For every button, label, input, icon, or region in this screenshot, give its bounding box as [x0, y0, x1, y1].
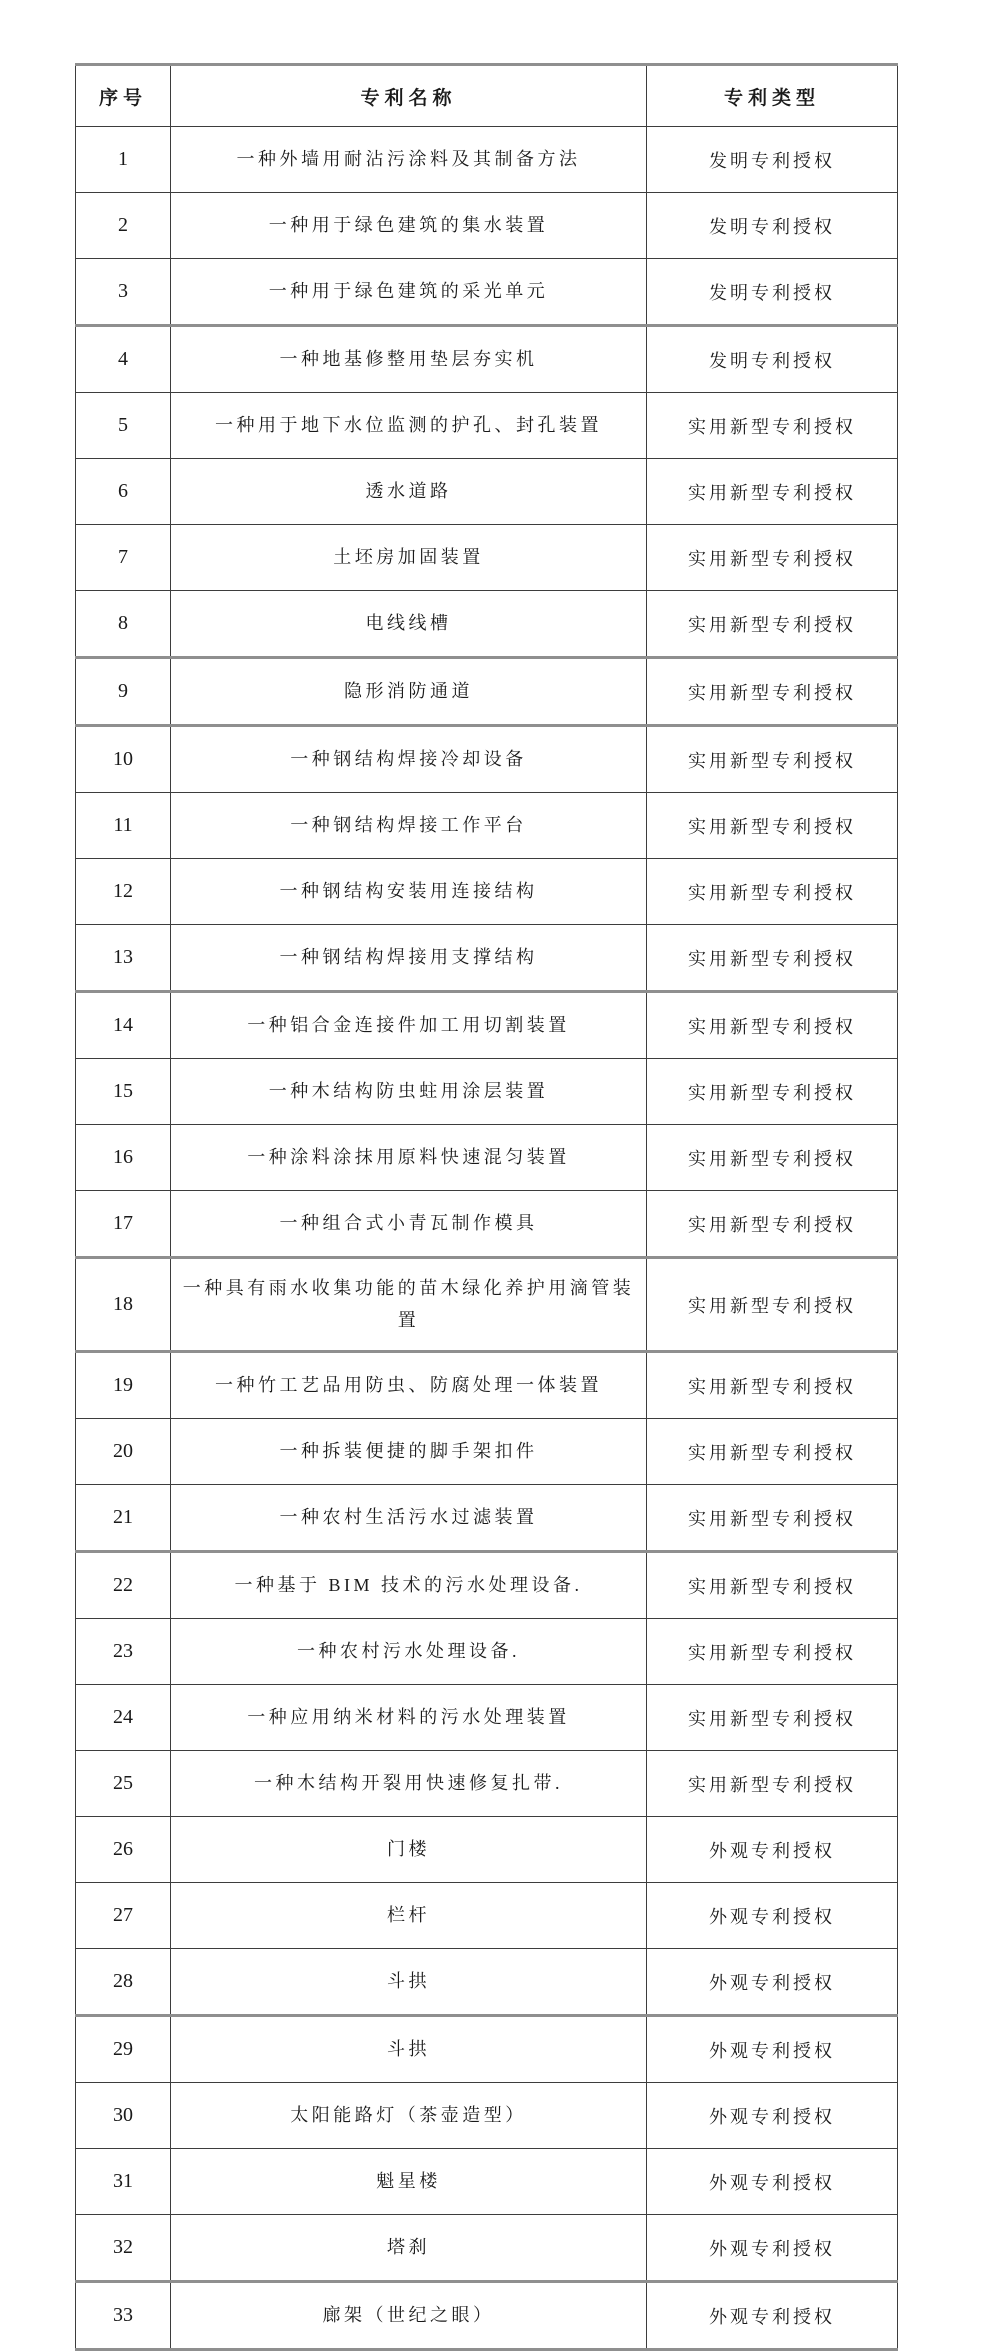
patent-type-cell: 实用新型专利授权 [647, 1619, 898, 1685]
row-number-cell: 33 [76, 2282, 171, 2350]
patent-name-cell: 一种钢结构安装用连接结构 [171, 859, 647, 925]
header-cell-number: 序号 [76, 65, 171, 127]
table-row [76, 1125, 898, 1191]
table-row [76, 2282, 898, 2350]
table-row [76, 525, 898, 591]
header-cell-patent-name: 专利名称 [171, 65, 647, 127]
patent-type-cell: 实用新型专利授权 [647, 591, 898, 658]
patent-type-cell: 实用新型专利授权 [647, 992, 898, 1059]
table-row [76, 259, 898, 326]
patent-name-cell: 一种木结构防虫蛀用涂层装置 [171, 1059, 647, 1125]
patent-name-cell: 斗拱 [171, 2016, 647, 2083]
table-row [76, 1419, 898, 1485]
table-row [76, 726, 898, 793]
table-row [76, 859, 898, 925]
patent-name-cell: 太阳能路灯（茶壶造型） [171, 2083, 647, 2149]
patent-name-cell: 一种基于 BIM 技术的污水处理设备. [171, 1552, 647, 1619]
patent-type-cell: 实用新型专利授权 [647, 1419, 898, 1485]
patent-type-cell: 实用新型专利授权 [647, 1685, 898, 1751]
table-row [76, 1552, 898, 1619]
patent-type-cell: 发明专利授权 [647, 127, 898, 193]
patent-type-cell: 实用新型专利授权 [647, 793, 898, 859]
patent-name-cell: 一种农村生活污水过滤装置 [171, 1485, 647, 1552]
row-number-cell: 23 [76, 1619, 171, 1685]
patent-type-cell: 外观专利授权 [647, 1817, 898, 1883]
patent-name-cell: 一种涂料涂抹用原料快速混匀装置 [171, 1125, 647, 1191]
row-number-cell: 11 [76, 793, 171, 859]
row-number-cell: 2 [76, 193, 171, 259]
patent-table-container [75, 63, 898, 2351]
row-number-cell: 32 [76, 2215, 171, 2282]
patent-type-cell: 外观专利授权 [647, 2149, 898, 2215]
patent-name-cell: 隐形消防通道 [171, 658, 647, 726]
row-number-cell: 3 [76, 259, 171, 326]
table-row [76, 2083, 898, 2149]
table-row [76, 1258, 898, 1352]
table-row [76, 193, 898, 259]
table-row [76, 1685, 898, 1751]
patent-type-cell: 实用新型专利授权 [647, 658, 898, 726]
patent-name-cell: 一种拆装便捷的脚手架扣件 [171, 1419, 647, 1485]
patent-type-cell: 发明专利授权 [647, 259, 898, 326]
row-number-cell: 27 [76, 1883, 171, 1949]
row-number-cell: 24 [76, 1685, 171, 1751]
table-row [76, 591, 898, 658]
patent-type-cell: 实用新型专利授权 [647, 1125, 898, 1191]
row-number-cell: 28 [76, 1949, 171, 2016]
table-row [76, 393, 898, 459]
row-number-cell: 10 [76, 726, 171, 793]
row-number-cell: 31 [76, 2149, 171, 2215]
row-number-cell: 14 [76, 992, 171, 1059]
table-row [76, 326, 898, 393]
row-number-cell: 1 [76, 127, 171, 193]
patent-type-cell: 实用新型专利授权 [647, 1751, 898, 1817]
row-number-cell: 9 [76, 658, 171, 726]
table-row [76, 992, 898, 1059]
patent-name-cell: 土坯房加固装置 [171, 525, 647, 591]
patent-type-cell: 实用新型专利授权 [647, 1352, 898, 1419]
table-row [76, 658, 898, 726]
patent-name-cell: 一种用于绿色建筑的采光单元 [171, 259, 647, 326]
patent-type-cell: 发明专利授权 [647, 193, 898, 259]
table-row [76, 1619, 898, 1685]
table-row [76, 793, 898, 859]
table-row [76, 2215, 898, 2282]
patent-type-cell: 实用新型专利授权 [647, 859, 898, 925]
patent-name-cell: 廊架（世纪之眼） [171, 2282, 647, 2350]
patent-type-cell: 实用新型专利授权 [647, 726, 898, 793]
patent-name-cell: 塔刹 [171, 2215, 647, 2282]
patent-name-cell: 一种用于绿色建筑的集水装置 [171, 193, 647, 259]
patent-type-cell: 实用新型专利授权 [647, 393, 898, 459]
row-number-cell: 4 [76, 326, 171, 393]
patent-type-cell: 实用新型专利授权 [647, 1258, 898, 1352]
table-row [76, 1751, 898, 1817]
patent-name-cell: 一种竹工艺品用防虫、防腐处理一体装置 [171, 1352, 647, 1419]
row-number-cell: 20 [76, 1419, 171, 1485]
patent-table [75, 63, 898, 2351]
row-number-cell: 30 [76, 2083, 171, 2149]
patent-name-cell: 门楼 [171, 1817, 647, 1883]
patent-name-cell: 一种铝合金连接件加工用切割装置 [171, 992, 647, 1059]
patent-type-cell: 外观专利授权 [647, 2083, 898, 2149]
patent-name-cell: 一种用于地下水位监测的护孔、封孔装置 [171, 393, 647, 459]
row-number-cell: 26 [76, 1817, 171, 1883]
table-row [76, 127, 898, 193]
table-row [76, 2149, 898, 2215]
patent-name-cell: 一种钢结构焊接工作平台 [171, 793, 647, 859]
patent-type-cell: 实用新型专利授权 [647, 1191, 898, 1258]
row-number-cell: 8 [76, 591, 171, 658]
patent-type-cell: 外观专利授权 [647, 2215, 898, 2282]
table-row [76, 925, 898, 992]
row-number-cell: 15 [76, 1059, 171, 1125]
row-number-cell: 16 [76, 1125, 171, 1191]
patent-type-cell: 外观专利授权 [647, 1883, 898, 1949]
patent-name-cell: 一种农村污水处理设备. [171, 1619, 647, 1685]
table-body [76, 127, 898, 2350]
patent-name-cell: 一种地基修整用垫层夯实机 [171, 326, 647, 393]
table-row [76, 1949, 898, 2016]
patent-name-cell: 栏杆 [171, 1883, 647, 1949]
table-header [76, 65, 898, 127]
row-number-cell: 29 [76, 2016, 171, 2083]
patent-type-cell: 外观专利授权 [647, 2282, 898, 2350]
table-row [76, 1352, 898, 1419]
row-number-cell: 5 [76, 393, 171, 459]
patent-type-cell: 实用新型专利授权 [647, 1059, 898, 1125]
patent-type-cell: 外观专利授权 [647, 1949, 898, 2016]
table-row [76, 1485, 898, 1552]
table-row [76, 459, 898, 525]
patent-type-cell: 外观专利授权 [647, 2016, 898, 2083]
header-row [76, 65, 898, 127]
table-row [76, 1817, 898, 1883]
patent-type-cell: 发明专利授权 [647, 326, 898, 393]
header-cell-patent-type: 专利类型 [647, 65, 898, 127]
patent-name-cell: 一种组合式小青瓦制作模具 [171, 1191, 647, 1258]
table-row [76, 1883, 898, 1949]
patent-name-cell: 一种钢结构焊接用支撑结构 [171, 925, 647, 992]
patent-name-cell: 一种钢结构焊接冷却设备 [171, 726, 647, 793]
patent-type-cell: 实用新型专利授权 [647, 525, 898, 591]
table-row [76, 2016, 898, 2083]
row-number-cell: 6 [76, 459, 171, 525]
patent-name-cell: 斗拱 [171, 1949, 647, 2016]
row-number-cell: 25 [76, 1751, 171, 1817]
table-row [76, 1191, 898, 1258]
patent-name-cell: 电线线槽 [171, 591, 647, 658]
patent-name-cell: 透水道路 [171, 459, 647, 525]
table-row [76, 1059, 898, 1125]
patent-type-cell: 实用新型专利授权 [647, 1485, 898, 1552]
row-number-cell: 7 [76, 525, 171, 591]
row-number-cell: 17 [76, 1191, 171, 1258]
row-number-cell: 13 [76, 925, 171, 992]
row-number-cell: 12 [76, 859, 171, 925]
patent-type-cell: 实用新型专利授权 [647, 925, 898, 992]
patent-type-cell: 实用新型专利授权 [647, 459, 898, 525]
patent-name-cell: 魁星楼 [171, 2149, 647, 2215]
patent-name-cell: 一种具有雨水收集功能的苗木绿化养护用滴管装置 [171, 1258, 647, 1352]
patent-name-cell: 一种木结构开裂用快速修复扎带. [171, 1751, 647, 1817]
patent-name-cell: 一种应用纳米材料的污水处理装置 [171, 1685, 647, 1751]
patent-type-cell: 实用新型专利授权 [647, 1552, 898, 1619]
row-number-cell: 21 [76, 1485, 171, 1552]
row-number-cell: 22 [76, 1552, 171, 1619]
patent-name-cell: 一种外墙用耐沾污涂料及其制备方法 [171, 127, 647, 193]
row-number-cell: 18 [76, 1258, 171, 1352]
row-number-cell: 19 [76, 1352, 171, 1419]
